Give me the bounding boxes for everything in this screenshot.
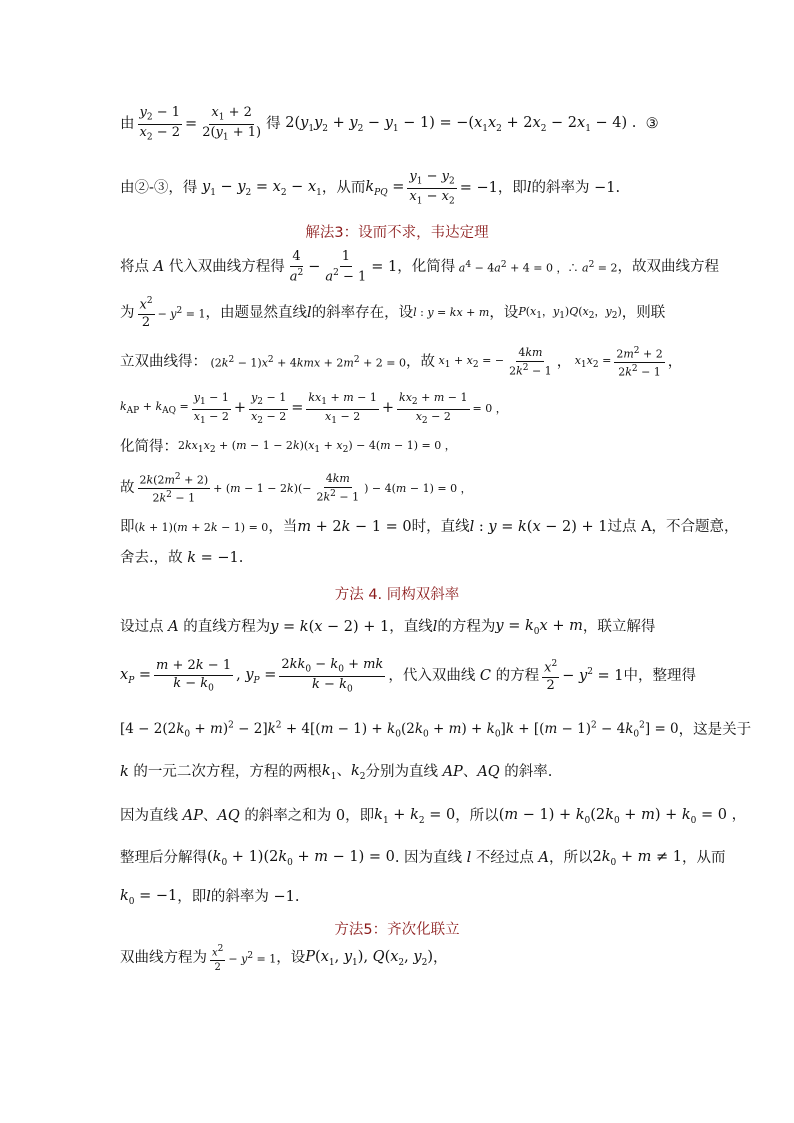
paragraph-line: 整理后分解得 $(k_0 + 1)(2k_0 + m - 1) = 0$ . 因为直线 l 不经过点 A ，所以 $2k_0 + m \ne 1$ ，从而 (120, 849, 726, 868)
equation-line: 故 $\frac{2k(2m^2 + 2)}{2k^2 - 1}$ + (m − 1 − 2k)(− $\frac{4km}{2k^2 - 1}$ ) − 4(m − 1) = 0 ， (120, 472, 472, 505)
equation-line: $k_{AP} + k_{AQ}$ = $\frac{y_1 - 1}{x_1 - 2}$ + $\frac{y_2 - 1}{x_2 - 2}$ = $\frac{kx_1 + m - 1}{x_1 - 2}$ + $\frac{kx_2 + m - 1}{x_2 - 2}$ = 0 ， (120, 391, 507, 426)
paragraph-line: 立双曲线得： $(2k^2 - 1)x^2 + 4kmx + 2m^2 + 2 = 0$ ，故 $x_1 + x_2$ = − $\frac{4km}{2k^2 - 1}$ ， $x_1x_2$ = $\frac{2m^2 + 2}{2k^2 - 1}$ ， (120, 346, 683, 379)
paragraph-line: k 的一元二次方程，方程的两根 $k_1$、$k_2$ 分别为直线 AP 、 AQ 的斜率. (120, 763, 553, 782)
paragraph-line: 舍去.，故 k = −1. (120, 550, 244, 566)
section-heading-method-5: 方法5：齐次化联立 (334, 922, 460, 938)
equation-line: $[4 - 2(2k_0 + m)^2 - 2]k^2 + 4[(m - 1) + k_0(2k_0 + m) + k_0]k + [(m - 1)^2 - 4k_0^2] = 0$ ，这是关于 (120, 720, 752, 740)
section-heading-method-4: 方法 4. 同构双斜率 (334, 587, 460, 603)
equation-line-2: 由②-③，得 $y_1 - y_2 = x_2 - x_1$ ，从而 $k_{PQ}$ = $\frac{y_1 - y_2}{x_1 - x_2}$ = −1 ，即 l 的斜率为 −1. (120, 169, 621, 207)
paragraph-line: 为 $\frac{x^2}{2}$ − $y^2 = 1$ ，由题显然直线 l 的斜率存在，设 l : y = kx + m ，设 $P(x_1$，$y_1)Q(x_2$，$y_2$) ，则联 (120, 296, 666, 331)
paragraph-line: 将点 A 代入双曲线方程得 $\frac{4}{a^2}$ − $\frac{1}{a^2 - 1}$ = 1 ，化简得 $a^4 - 4a^2 + 4 = 0$ ，∴ $a^2 = 2$ ，故双曲线方程 (120, 249, 720, 285)
paragraph-line: 设过点 A 的直线方程为 y = k(x − 2) + 1 ，直线 l 的方程为 $y = k_0x + m$ ，联立解得 (120, 618, 656, 637)
equation-line: 化简得： $2kx_1x_2 + (m - 1 - 2k)(x_1 + x_2) - 4(m - 1) = 0$ ， (120, 439, 456, 456)
equation-line-1: 由 $\frac{y_2 - 1}{x_2 - 2}$ = $\frac{x_1 + 2}{2(y_1 + 1)}$ 得 $2(y_1y_2 + y_2 - y_1 - 1) = -(x_1x_2 + 2x_2 - 2x_1 - 4)$ . ③ (120, 105, 659, 143)
paragraph-line: 双曲线方程为 $\frac{x^2}{2}$ − $y^2 = 1$ ，设 $P(x_1$, $y_1$), $Q(x_2$, $y_2$) ， (120, 944, 448, 973)
paragraph-line: 因为直线 AP 、 AQ 的斜率之和为 0 ，即 $k_1 + k_2 = 0$ ，所以 $(m - 1) + k_0(2k_0 + m) + k_0 = 0$ ， (120, 807, 747, 826)
paragraph-line: $x_P$ = $\frac{m + 2k - 1}{k - k_0}$ , $y_P$ = $\frac{2kk_0 - k_0 + mk}{k - k_0}$ ，代入双曲线 C 的方程 $\frac{x^2}{2}$ − $y^2 = 1$ 中，整理得 (120, 657, 697, 695)
paragraph-line: 即 (k + 1)(m + 2k − 1) = 0 ，当 m + 2k − 1 = 0 时，直线 l : y = k(x − 2) + 1 过点 A，不合题意， (120, 519, 739, 535)
paragraph-line: $k_0 = -1$ ，即 l 的斜率为 −1. (120, 888, 300, 907)
section-heading-method-3: 解法3：设而不求，韦达定理 (305, 225, 489, 241)
